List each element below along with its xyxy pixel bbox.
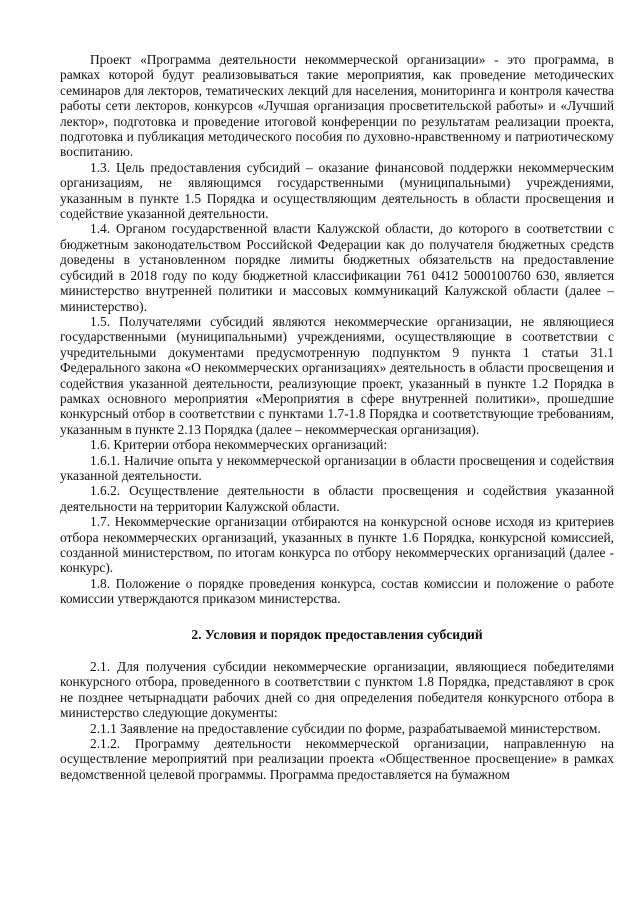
paragraph-1-5: 1.5. Получателями субсидий являются некоммерческие организации, не являющиеся государственными (муниципальными) учреждениями, осуществляющие в соответствии с учредительными документами предусмотренную подпунктом 9 пункта 1 статьи 31.1 Федерального закона «О некоммерческих организациях» деятельность в области просвещения и содействия указанной деятельности, реализующие проект, указанный в пункте 1.2 Порядка в рамках основного мероприятия «Мероприятия в сфере внутренней политики», прошедшие конкурсный отбор в соответствии с пунктами 1.7-1.8 Порядка и соответствующие требованиям, указанным в пункте 2.13 Порядка (далее – некоммерческая организация). bbox=[60, 313, 614, 437]
paragraph-2-1-1: 2.1.1 Заявление на предоставление субсидии по форме, разрабатываемой министерством. bbox=[90, 720, 601, 736]
paragraph-2-1: 2.1. Для получения субсидии некоммерческие организации, являющиеся победителями конкурсного отбора, проведенного в соответствии с пунктом 1.8 Порядка, представляют в срок не позднее четырнадцати рабочих дней со дня определения победителя конкурсного отбора в министерство следующие документы: bbox=[60, 659, 614, 721]
paragraph-1-6: 1.6. Критерии отбора некоммерческих организаций: bbox=[90, 437, 388, 453]
paragraph-1-4: 1.4. Органом государственной власти Калужской области, до которого в соответствии с бюджетным законодательством Российской Федерации как до получателя бюджетных средств доведены в установленном порядке лимиты бюджетных обязательств на предоставление субсидий в 2018 году по коду бюджетной классификации 761 0412 5000100760 630, является министерство внутренней политики и массовых коммуникаций Калужской области (далее – министерство). bbox=[60, 221, 614, 314]
paragraph-1-7: 1.7. Некоммерческие организации отбираются на конкурсной основе исходя из критериев отбора некоммерческих организаций, указанных в пункте 1.6 Порядка, конкурсной комиссией, созданной министерством, по итогам конкурса по отбору некоммерческих организаций (далее - конкурс). bbox=[60, 514, 614, 576]
section-heading: 2. Условия и порядок предоставления субсидий bbox=[191, 626, 483, 642]
paragraph-1-8: 1.8. Положение о порядке проведения конкурса, состав комиссии и положение о работе комиссии утверждаются приказом министерства. bbox=[60, 575, 614, 607]
paragraph-program-description: Проект «Программа деятельности некоммерческой организации» - это программа, в рамках которой будут реализовываться такие мероприятия, как проведение методических семинаров для лекторов, тематических лекций для населения, мониторинга и контроля качества работы сети лекторов, конкурсов «Лучшая организация просветительской работы» и «Лучший лектор», подготовка и проведение итоговой конференции по результатам реализации проекта, подготовка и публикация методического пособия по духовно-нравственному и патриотическому воспитанию. bbox=[60, 52, 614, 160]
paragraph-1-6-1: 1.6.1. Наличие опыта у некоммерческой организации в области просвещения и содействия указанной деятельности. bbox=[60, 452, 614, 483]
paragraph-1-3: 1.3. Цель предоставления субсидий – оказание финансовой поддержки некоммерческим организациям, не являющимся государственными (муниципальными) учреждениями, указанным в пункте 1.5 Порядка и осуществляющим деятельность в области просвещения и содействие указанной деятельности. bbox=[60, 159, 614, 222]
paragraph-1-6-2: 1.6.2. Осуществление деятельности в области просвещения и содействия указанной деятельности на территории Калужской области. bbox=[60, 483, 614, 514]
paragraph-2-1-2: 2.1.2. Программу деятельности некоммерческой организации, направленную на осуществление мероприятий при реализации проекта «Общественное просвещение» в рамках ведомственной целевой программы. Программа предоставляется на бумажном bbox=[60, 736, 614, 782]
